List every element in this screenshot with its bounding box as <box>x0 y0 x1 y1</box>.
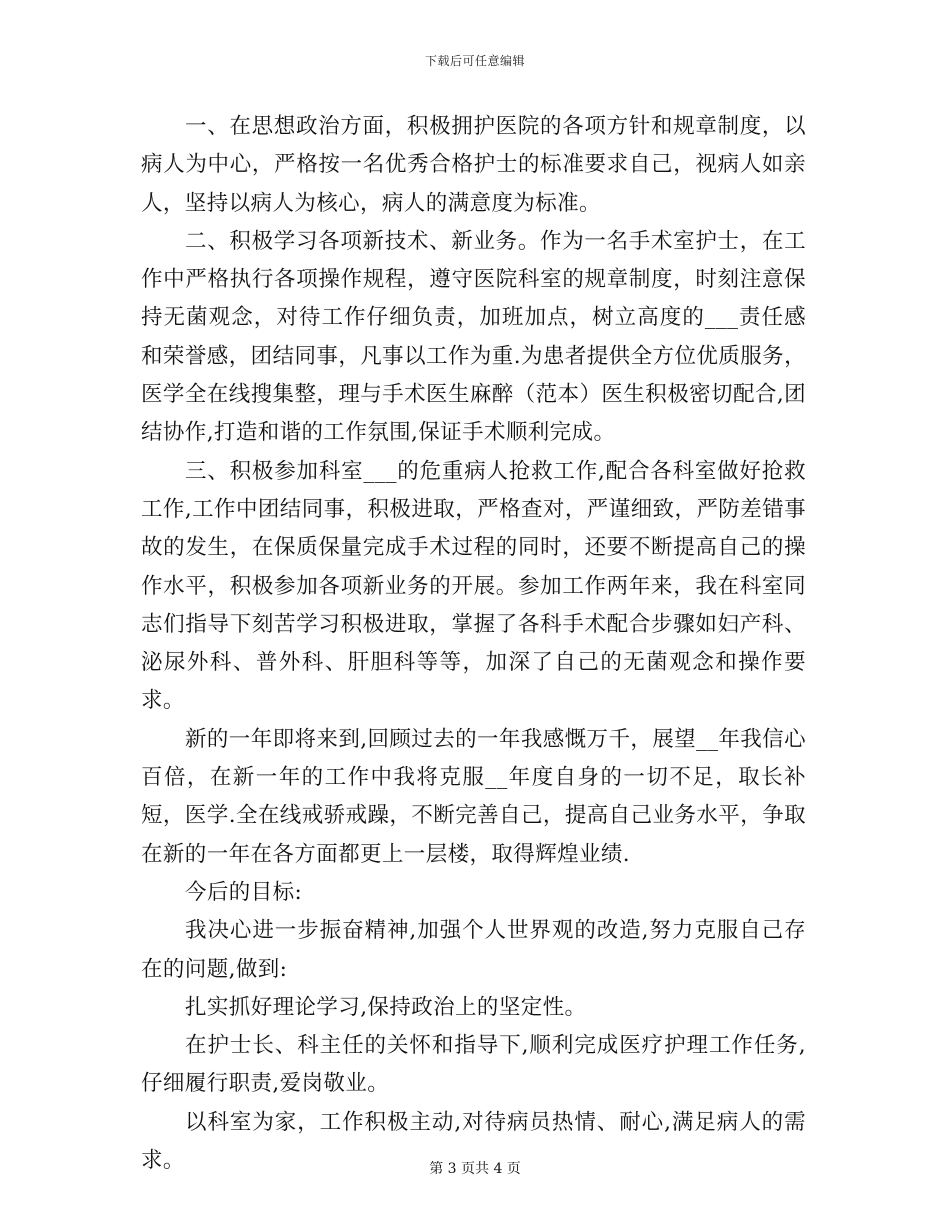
paragraph-theory-study: 扎实抓好理论学习,保持政治上的坚定性。 <box>185 994 587 1020</box>
paragraph-goals-heading: 今后的目标: <box>185 879 303 905</box>
paragraph-rescue: 三、积极参加科室___的危重病人抢救工作,配合各科室做好抢救工作,工作中团结同事，积极进取，严格查对，严谨细致，严防差错事故的发生，在保质保量完成手术过程的同时，还要不断提高自己的操作水平，积极参加各项新业务的开展。参加工作两年来，我在科室同志们指导下刻苦学习积极进取，掌握了各科手术配合步骤如妇产科、泌尿外科、普外科、肝胆科等等，加深了自己的无菌观念和操作要求。 <box>141 458 806 714</box>
page-header: 下载后可任意编辑 <box>424 54 525 68</box>
paragraph-nursing-tasks: 在护士长、科主任的关怀和指导下,顺利完成医疗护理工作任务,仔细履行职责,爱岗敬业。 <box>141 1033 806 1097</box>
paragraph-department-home: 以科室为家，工作积极主动,对待病员热情、耐心,满足病人的需求。 <box>141 1109 806 1174</box>
paragraph-learning: 二、积极学习各项新技术、新业务。作为一名手术室护士，在工作中严格执行各项操作规程，遵守医院科室的规章制度，时刻注意保持无菌观念，对待工作仔细负责，加班加点，树立高度的___责任感和荣誉感，团结同事，凡事以工作为重.为患者提供全方位优质服务，医学全在线搜集整，理与手术医生麻醉（范本）医生积极密切配合,团结协作,打造和谐的工作氛围,保证手术顺利完成。 <box>141 228 806 446</box>
paragraph-political: 一、在思想政治方面，积极拥护医院的各项方针和规章制度，以病人为中心，严格按一名优秀合格护士的标准要求自己，视病人如亲人，坚持以病人为核心，病人的满意度为标准。 <box>141 114 806 216</box>
paragraph-determination: 我决心进一步振奋精神,加强个人世界观的改造,努力克服自己存在的问题,做到: <box>141 918 806 982</box>
page-number: 第 3 页共 4 页 <box>429 1161 521 1177</box>
document-body <box>141 108 806 1180</box>
paragraph-new-year: 新的一年即将来到,回顾过去的一年我感慨万千，展望__年我信心百倍，在新一年的工作中我将克服__年度自身的一切不足，取长补短，医学.全在线戒骄戒躁，不断完善自己，提高自己业务水平，争取在新的一年在各方面都更上一层楼，取得辉煌业绩. <box>141 726 806 867</box>
